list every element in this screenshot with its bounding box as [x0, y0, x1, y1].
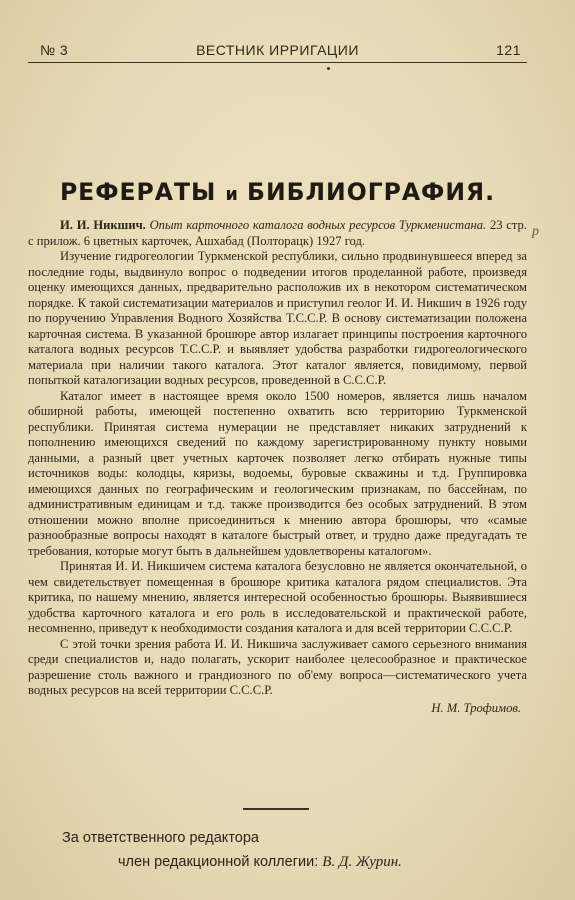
title-main: РЕФЕРАТЫ: [59, 178, 217, 206]
author-name: И. И. Никшич.: [60, 218, 146, 232]
title-second: БИБЛИОГРАФИЯ.: [247, 178, 496, 206]
editor-name: В. Д. Журин.: [322, 854, 402, 870]
page-number: 121: [496, 42, 521, 58]
header-rule: [28, 62, 527, 63]
paragraph-4: С этой точки зрения работа И. И. Никшича заслуживает самого серьезного внимания среди специалистов и, надо полагать, ускорит наиболее целесообразное и практическое разрешение столь важного и грандиозного по об'ему вопроса—систематического учета водных ресурсов на всей территории С.С.С.Р.: [28, 636, 527, 697]
separator-rule: [243, 808, 309, 810]
title-conj: и: [225, 184, 238, 205]
journal-title: ВЕСТНИК ИРРИГАЦИИ: [196, 42, 359, 58]
paragraph-1: Изучение гидрогеологии Туркменской республики, сильно продвинувшееся вперед за последние годы, выдвинуло вопрос о подведении итогов проделанной работе, произведя оценку имеющихся данных, предварительно расположив их в некотором систематическом порядке. К такой систематизации материалов и приступил геолог И. И. Никшич в 1926 году по поручению Управления Водного Хозяйства Т.С.С.Р. В основу систематизации положена карточная система. В указанной брошюре автор излагает принципы построения карточного каталога водных ресурсов Т.С.С.Р. и выявляет удобства разработки гидрогеологического материала при наличии такого каталога. Этот каталог является, повидимому, первой попыткой каталогизации водных ресурсов, проведенной в С.С.С.Р.: [28, 249, 527, 387]
review-body: [28, 218, 527, 716]
running-header: [28, 40, 527, 62]
imprint: 23 стр. с прилож. 6 цветных карточек, Ашхабад (Полторацк) 1927 год.: [28, 218, 527, 248]
section-title: [33, 178, 522, 206]
editor-role: член редакционной коллегии:: [118, 854, 319, 870]
work-title: Опыт карточного каталога водных ресурсов Туркменистана.: [149, 218, 487, 232]
editor-credit: [62, 826, 522, 874]
citation: [28, 218, 527, 249]
paragraph-2: Каталог имеет в настоящее время около 1500 номеров, является лишь началом обширной работы, имеющей постепенно охватить всю территорию Туркменской республики. Принятая система нумерации не представляет никаких затруднений к пополнению имеющихся сведений по каждому зарегистрированному пункту новыми данными, а разный цвет учетных карточек позволяет легко отбирать нужные типы источников воды: колодцы, кяризы, водоемы, буровые скважины и т.д. Группировка имеющихся данных по географическим и геологическим признакам, по бассейнам, по административным единицам и т.д. также производится без особых затруднений. В этом отношении можно вполне присоединиться к мнению автора брошюры, что «самые разнообразные вопросы находят в каталоге быстрый ответ, и трудно даже предугадать те требования, которые могут быть в дальнейшем удовлетворены каталогом».: [28, 388, 527, 558]
editor-line-1: За ответственного редактора: [62, 830, 259, 846]
reviewer-signature: Н. М. Трофимов.: [431, 700, 521, 715]
issue-number: № 3: [40, 42, 69, 58]
ornament-dot: [327, 67, 330, 70]
paragraph-3: Принятая И. И. Никшичем система каталога безусловно не является окончательной, о чем свидетельствует помещенная в брошюре критика каталога рядом специалистов. Эта критика, по нашему мнению, является интересной особенностью брошюры. Выявившиеся удобства карточного каталога и его роль в исследовательской и практической работе, несомненно, приведут к необходимости создания каталога и для всей территории С.С.С.Р.: [28, 559, 527, 635]
editor-line-2: [62, 850, 522, 874]
margin-note: р: [532, 224, 539, 239]
